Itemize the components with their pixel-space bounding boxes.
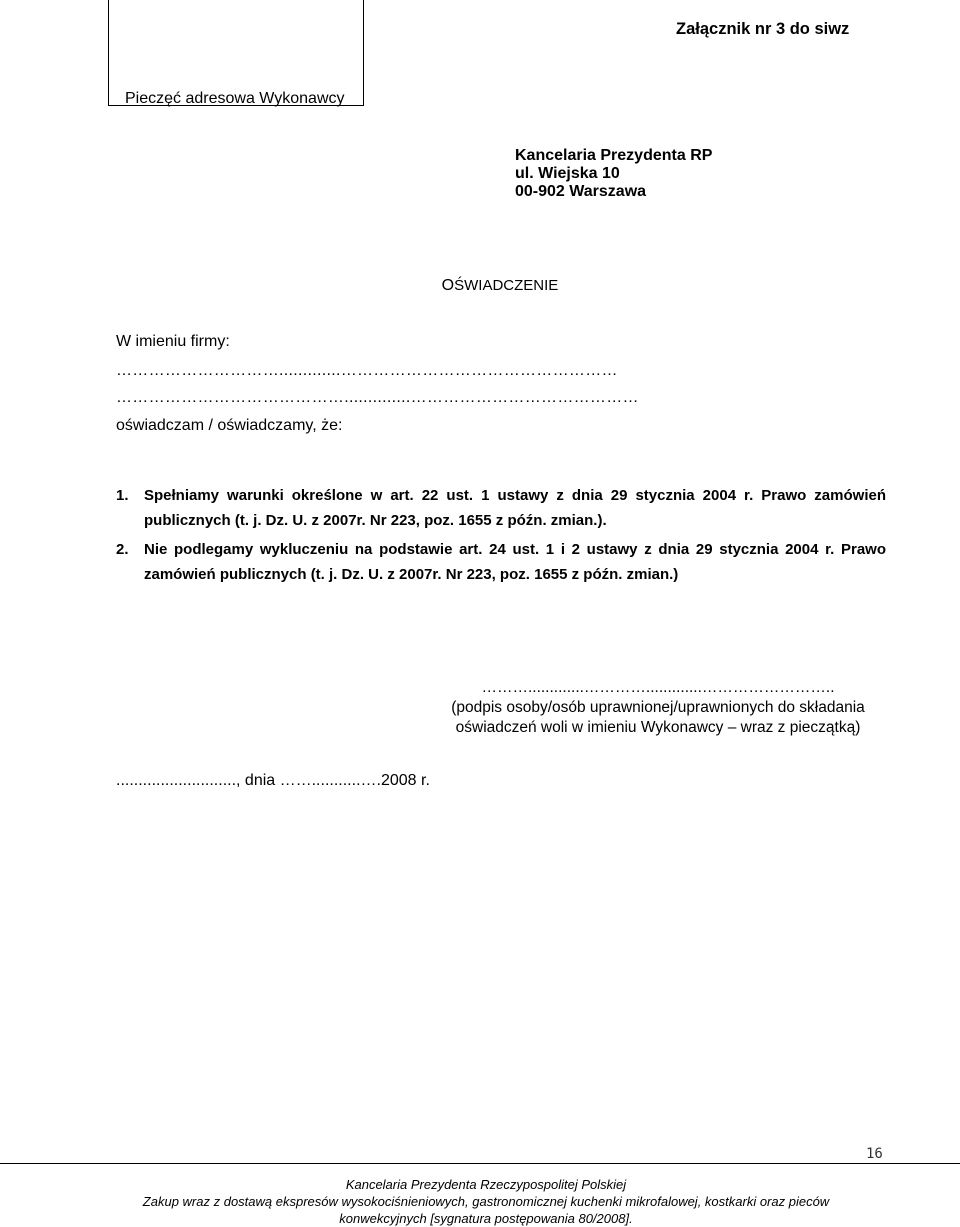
signature-dots: ……….............………….............…………………….. bbox=[481, 679, 835, 696]
addressee-city: 00-902 Warszawa bbox=[515, 183, 647, 200]
declaration-text: oświadczam / oświadczamy, że: bbox=[116, 417, 343, 434]
signature-caption-1: (podpis osoby/osób uprawnionej/uprawnionych do składania bbox=[451, 699, 865, 716]
document-title bbox=[0, 277, 960, 295]
firm-label: W imieniu firmy: bbox=[116, 333, 230, 350]
footer-line-1: Zakup wraz z dostawą ekspresów wysokociśnieniowych, gastronomicznej kuchenki mikrofalowej, kostkarki oraz pieców bbox=[142, 1194, 830, 1209]
footer-organization: Kancelaria Prezydenta Rzeczypospolitej Polskiej bbox=[345, 1177, 627, 1192]
title-rest: ŚWIADCZENIE bbox=[454, 277, 559, 294]
page-number: 16 bbox=[866, 1146, 883, 1162]
point-text: Nie podlegamy wykluczeniu na podstawie art. 24 ust. 1 i 2 ustawy z dnia 29 stycznia 2004 r. Prawo zamówień publicznych (t. j. Dz. U. z 2007r. Nr 223, poz. 1655 z późn. zmian.) bbox=[144, 541, 886, 583]
stamp-label: Pieczęć adresowa Wykonawcy bbox=[125, 90, 345, 107]
point-text: Spełniamy warunki określone w art. 22 ust. 1 ustawy z dnia 29 stycznia 2004 r. Prawo zamówień publicznych (t. j. Dz. U. z 2007r. Nr 223, poz. 1655 z późn. zmian.). bbox=[144, 487, 886, 529]
addressee-street: ul. Wiejska 10 bbox=[515, 165, 620, 182]
point-number: 2. bbox=[116, 541, 129, 558]
signature-block bbox=[420, 678, 896, 738]
point-number: 1. bbox=[116, 487, 129, 504]
footer-divider bbox=[0, 1163, 960, 1164]
footer-line-2: konwekcyjnych [sygnatura postępowania 80/2008]. bbox=[339, 1211, 633, 1226]
stamp-box bbox=[108, 0, 364, 106]
addressee bbox=[515, 147, 712, 201]
signature-caption-2: oświadczeń woli w imieniu Wykonawcy – wraz z pieczątką) bbox=[455, 719, 861, 736]
title-initial: O bbox=[441, 277, 455, 294]
statement-point-2 bbox=[116, 537, 886, 587]
firm-dots-line-2: ……………………………………..............…………………………………… bbox=[116, 389, 639, 406]
page-footer bbox=[0, 1176, 960, 1227]
statement-point-1 bbox=[116, 483, 886, 533]
statement-points bbox=[116, 483, 886, 591]
firm-dots-line-1: ………………………….............…………………………………………… bbox=[116, 362, 618, 379]
place-date: ..........................., dnia ……...........….2008 r. bbox=[116, 772, 430, 789]
addressee-name: Kancelaria Prezydenta RP bbox=[515, 147, 713, 164]
annex-label: Załącznik nr 3 do siwz bbox=[676, 20, 850, 38]
